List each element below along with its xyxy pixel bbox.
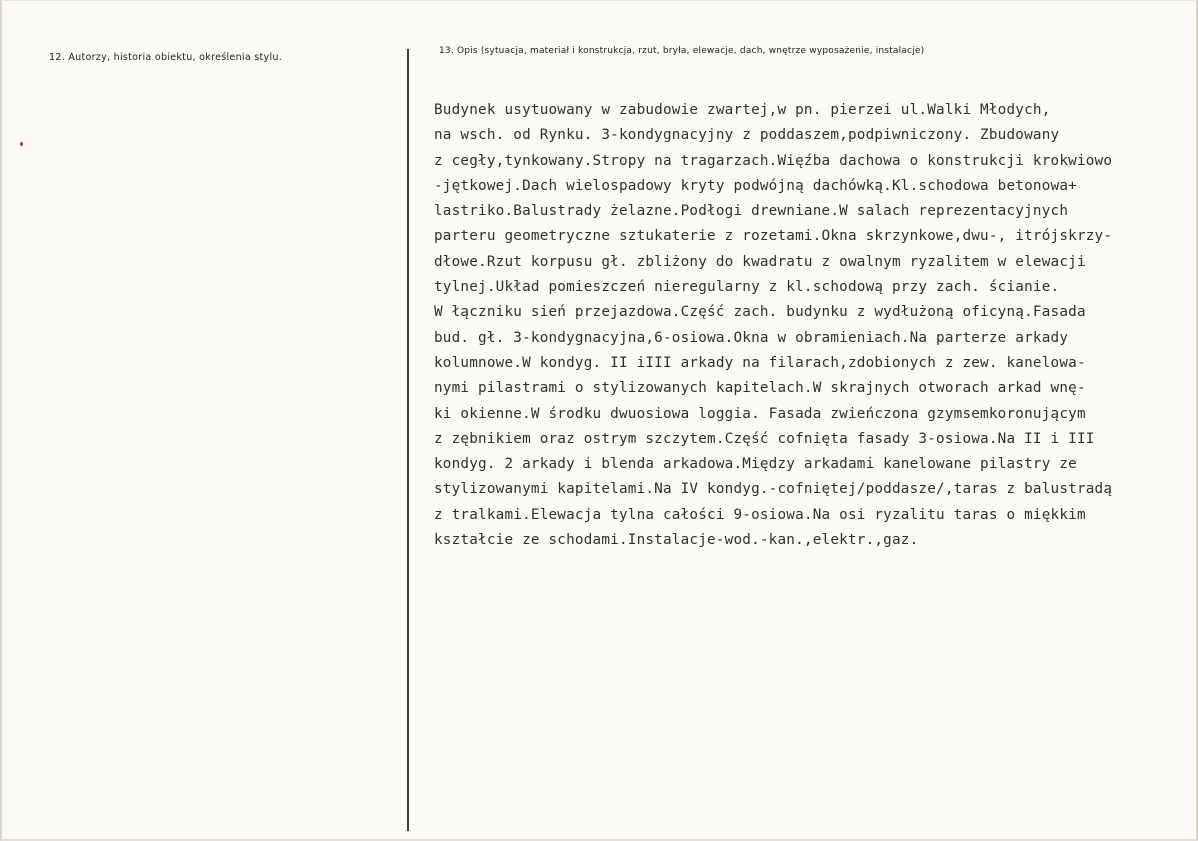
description-line: W łączniku sień przejazdowa.Część zach. budynku z wydłużoną oficyną.Fasada [434,304,1086,321]
column-divider [407,49,409,831]
description-line: kolumnowe.W kondyg. II iIII arkady na filarach,zdobionych z zew. kanelowa- [434,354,1086,371]
description-line: kondyg. 2 arkady i blenda arkadowa.Między arkadami kanelowane pilastry ze [434,456,1077,473]
description-line: z tralkami.Elewacja tylna całości 9-osiowa.Na osi ryzalitu taras o miękkim [434,506,1086,523]
description-text [434,98,1192,553]
description-line: lastriko.Balustrady żelazne.Podłogi drewniane.W salach reprezentacyjnych [434,203,1069,220]
section-13-header: 13. Opis (sytuacja, materiał i konstrukcja, rzut, bryła, elewacje, dach, wnętrze wyposażenie, instalacje) [439,46,925,56]
description-line: parteru geometryczne sztukaterie z rozetami.Okna skrzynkowe,dwu-, itrójskrzy- [434,228,1113,245]
description-line: bud. gł. 3-kondygnacyjna,6-osiowa.Okna w obramieniach.Na parterze arkady [434,329,1069,346]
ink-speck [20,142,23,146]
description-line: z zębnikiem oraz ostrym szczytem.Część cofnięta fasady 3-osiowa.Na II i III [434,430,1095,447]
description-line: tylnej.Układ pomieszczeń nieregularny z kl.schodową przy zach. ścianie. [434,279,1060,296]
description-line: stylizowanymi kapitelami.Na IV kondyg.-cofniętej/poddasze/,taras z balustradą [434,481,1113,498]
description-line: dłowe.Rzut korpusu gł. zbliżony do kwadratu z owalnym ryzalitem w elewacji [434,253,1086,270]
description-line: Budynek usytuowany w zabudowie zwartej,w pn. pierzei ul.Walki Młodych, [434,102,1051,118]
description-line: -jętkowej.Dach wielospadowy kryty podwójną dachówką.Kl.schodowa betonowa+ [434,177,1077,194]
description-line: na wsch. od Rynku. 3-kondygnacyjny z poddaszem,podpiwniczony. Zbudowany [434,127,1060,144]
description-line: ki okienne.W środku dwuosiowa loggia. Fasada zwieńczona gzymsemkoronującym [434,405,1086,422]
description-line: kształcie ze schodami.Instalacje-wod.-kan.,elektr.,gaz. [434,532,919,549]
description-line: z cegły,tynkowany.Stropy na tragarzach.Więźba dachowa o konstrukcji krokwiowo [434,152,1113,169]
description-line: nymi pilastrami o stylizowanych kapitelach.W skrajnych otworach arkad wnę- [434,380,1086,397]
section-12-header: 12. Autorzy, historia obiektu, określenia stylu. [49,52,283,63]
